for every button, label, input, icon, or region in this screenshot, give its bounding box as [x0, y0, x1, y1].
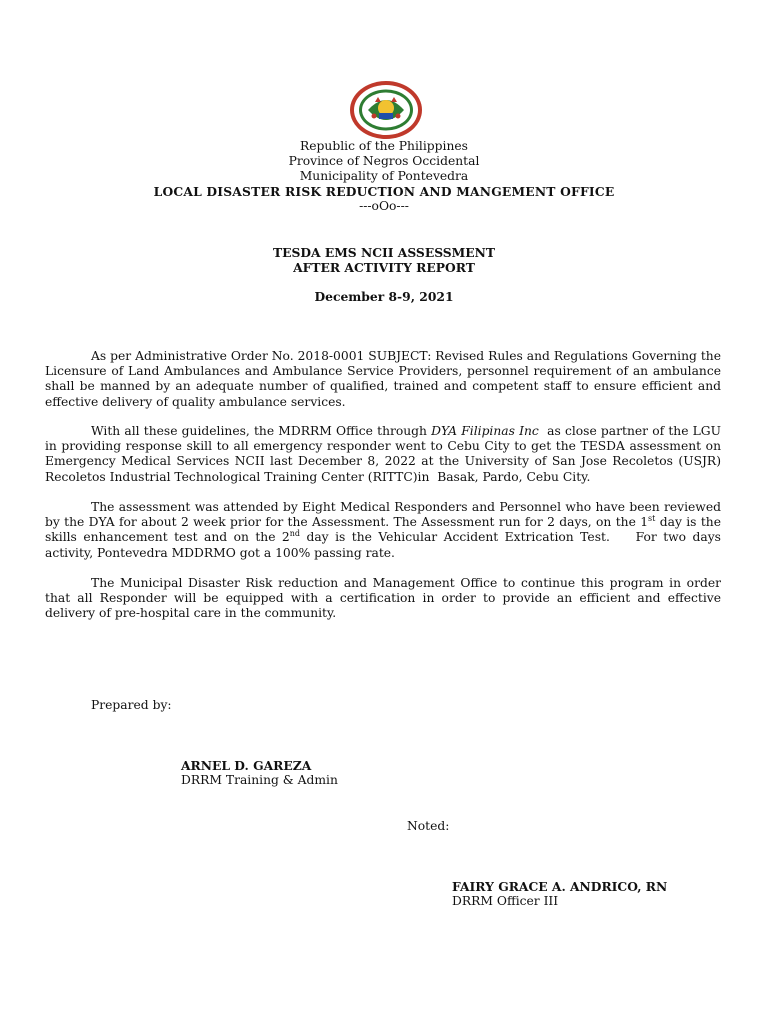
paragraph-1-text: As per Administrative Order No. 2018-0001 SUBJECT: Revised Rules and Regulations Governing the Licensure of Land Ambulances and Ambulance Service Providers, personnel requirement of an ambulance shall be manned by an adequate number of qualified, trained and competent staff to ensure efficient and effective delivery of quality ambulance services. [45, 349, 721, 409]
ordinal-second: nd [289, 529, 301, 539]
noter-name: FAIRY GRACE A. ANDRICO, RN [452, 879, 668, 894]
paragraph-2-text-a: With all these guidelines, the MDRRM Office through [91, 424, 432, 438]
paragraph-3-text-a: The assessment was attended by Eight Medical Responders and Personnel who have been reviewed by the DYA for about 2 week prior for the Assessment. The Assessment run for 2 days, on the 1 [45, 500, 721, 530]
report-title-line2: AFTER ACTIVITY REPORT [293, 260, 475, 275]
partner-name: DYA Filipinas Inc [431, 424, 539, 438]
paragraph-4-text: The Municipal Disaster Risk reduction and Management Office to continue this program in order that all Responder will be equipped with a certification in order to provide an efficient and effective delivery of pre-hospital care in the community. [45, 576, 721, 621]
header-office: LOCAL DISASTER RISK REDUCTION AND MANGEMENT OFFICE [153, 184, 615, 199]
paragraph-3-text-b: day is the skills enhancement test and on the 2 [45, 515, 721, 545]
paragraph-1 [45, 349, 721, 410]
header-separator: ---oOo--- [359, 199, 409, 213]
header-republic: Republic of the Philippines [300, 139, 468, 153]
report-title-line1: TESDA EMS NCII ASSESSMENT [272, 245, 496, 260]
paragraph-2 [45, 424, 725, 485]
noter-title: DRRM Officer III [452, 894, 559, 908]
paragraph-4 [45, 576, 721, 622]
header-municipality: Municipality of Pontevedra [299, 169, 469, 183]
paragraph-2-text-b: as close partner of the LGU in providing response skill to all emergency responder went to Cebu City to get the TESDA assessment on Emergency Medical Services NCII last December 8, 2022 at the University of San Jose Recoletos (USJR) Recoletos Industrial Technological Training Center (RITTC)in Basak, Pardo, Cebu City. [45, 424, 725, 484]
prepared-by-label: Prepared by: [91, 698, 172, 712]
municipal-seal-icon [348, 80, 424, 140]
paragraph-3 [45, 500, 725, 561]
paragraph-3-text-c: day is the Vehicular Accident Extrication Test. For two days activity, Pontevedra MDDRMO got a 100% passing rate. [45, 530, 725, 560]
preparer-name: ARNEL D. GAREZA [181, 758, 312, 773]
noted-label: Noted: [407, 819, 450, 833]
header-province: Province of Negros Occidental [288, 154, 480, 168]
ordinal-first: st [648, 514, 656, 524]
report-date: December 8-9, 2021 [314, 289, 454, 304]
preparer-title: DRRM Training & Admin [181, 773, 338, 787]
